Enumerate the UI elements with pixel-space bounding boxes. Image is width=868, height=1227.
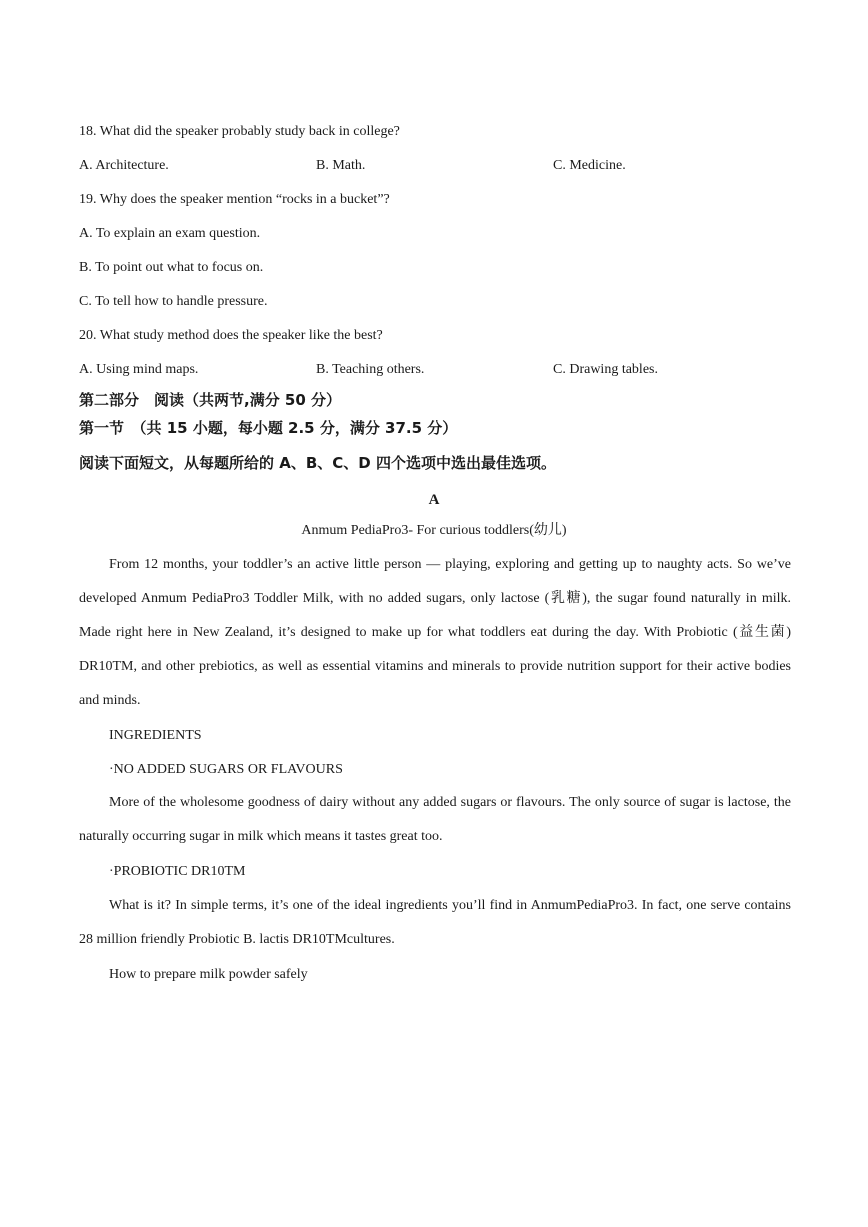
question-19-stem: 19. Why does the speaker mention “rocks in a bucket”? (79, 192, 390, 207)
reading-instruction: 阅读下面短文，从每题所给的 A、B、C、D 四个选项中选出最佳选项。 (79, 454, 556, 472)
question-20-stem: 20. What study method does the speaker like the best? (79, 328, 383, 343)
ingredient-2-heading: ·PROBIOTIC DR10TM (109, 864, 246, 879)
question-19-option-a: A. To explain an exam question. (79, 226, 261, 241)
question-20-options (79, 361, 779, 379)
ingredient-1-heading: ·NO ADDED SUGARS OR FLAVOURS (109, 762, 343, 777)
question-19-option-c: C. To tell how to handle pressure. (79, 294, 268, 309)
question-20-option-a: A. Using mind maps. (79, 362, 199, 377)
prepare-heading: How to prepare milk powder safely (109, 967, 308, 982)
ingredient-2-paragraph: What is it? In simple terms, it’s one of the ideal ingredients you’ll find in AnmumPediaPro3. In fact, one serve contains 28 million friendly Probiotic B. lactis DR10TMcultures. (79, 898, 791, 947)
question-18-option-a: A. Architecture. (79, 158, 169, 173)
question-20-option-b: B. Teaching others. (316, 362, 425, 377)
question-18-option-b: B. Math. (316, 158, 366, 173)
ingredient-1-paragraph: More of the wholesome goodness of dairy without any added sugars or flavours. The only source of sugar is lactose, the naturally occurring sugar in milk which means it tastes great too. (79, 795, 791, 844)
part-title: 第二部分 阅读（共两节,满分 50 分） (79, 391, 342, 409)
question-18-options (79, 157, 779, 175)
question-19-option-b: B. To point out what to focus on. (79, 260, 264, 275)
section-title: 第一节 （共 15 小题，每小题 2.5 分，满分 37.5 分） (79, 419, 458, 437)
passage-intro-paragraph: From 12 months, your toddler’s an active little person — playing, exploring and getting up to naughty acts. So we’ve developed Anmum PediaPro3 Toddler Milk, with no added sugars, only lactose (乳糖), the sugar found naturally in milk. Made right here in New Zealand, it’s designed to make up for what toddlers eat during the day. With Probiotic (益生菌) DR10TM, and other prebiotics, as well as essential vitamins and minerals to provide nutrition support for their active bodies and minds. (79, 557, 791, 708)
passage-letter: A (428, 492, 440, 508)
ingredients-heading: INGREDIENTS (109, 728, 202, 743)
question-18-stem: 18. What did the speaker probably study back in college? (79, 124, 400, 139)
question-18-option-c: C. Medicine. (553, 158, 626, 173)
passage-title: Anmum PediaPro3- For curious toddlers(幼儿) (301, 523, 567, 538)
question-20-option-c: C. Drawing tables. (553, 362, 658, 377)
